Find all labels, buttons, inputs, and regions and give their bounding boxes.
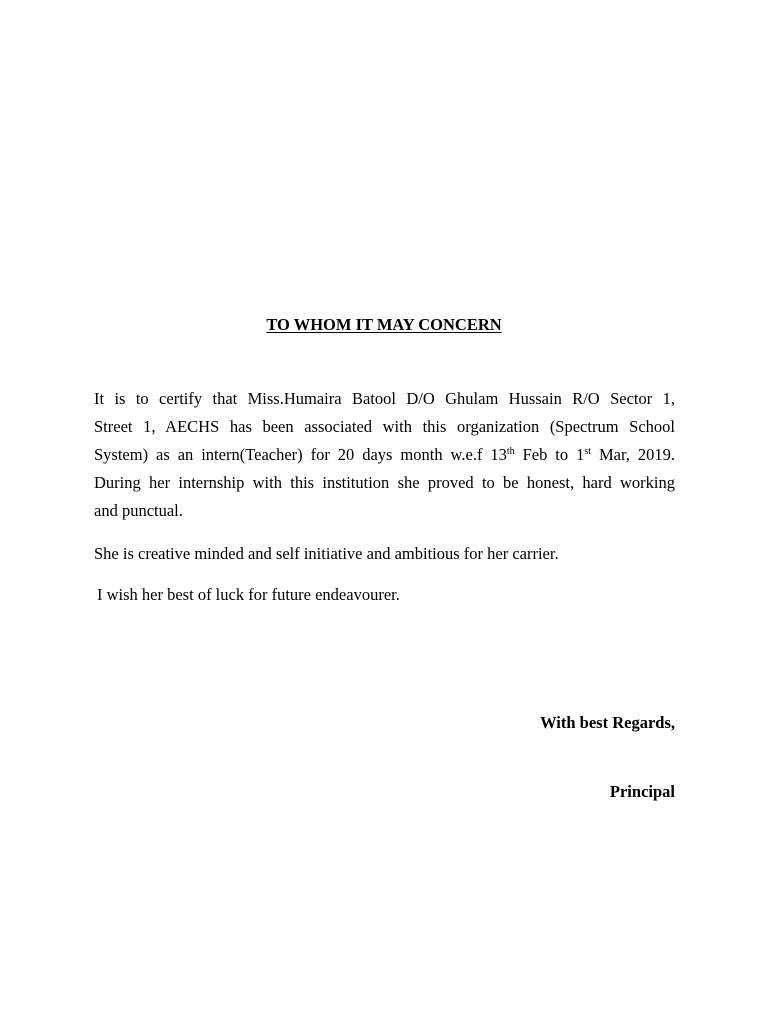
superscript-th: th (506, 446, 515, 457)
closing-regards: With best Regards, (540, 713, 675, 732)
character-paragraph: She is creative minded and self initiative and ambitious for her carrier. (94, 544, 559, 563)
signatory-title: Principal (609, 782, 675, 801)
paragraph-line: During her internship with this institution she proved to be honest, hard working (94, 473, 675, 492)
dates-text-b: Feb to 1 (514, 445, 585, 464)
paragraph-line: Street 1, AECHS has been associated with this organization (Spectrum School (94, 417, 675, 436)
dates-text-a: System) as an intern(Teacher) for 20 days month w.e.f 13 (94, 445, 507, 464)
wishes-paragraph: I wish her best of luck for future endeavourer. (97, 585, 400, 604)
letter-title (0, 313, 768, 337)
dates-text-c: Mar, 2019. (591, 445, 675, 464)
paragraph-line: It is to certify that Miss.Humaira Batool D/O Ghulam Hussain R/O Sector 1, (94, 389, 675, 408)
letter-title-text: TO WHOM IT MAY CONCERN (266, 315, 502, 334)
certification-paragraph (94, 385, 675, 525)
paragraph-line: and punctual. (94, 501, 183, 520)
superscript-st: st (584, 446, 592, 457)
paragraph-line-dates (94, 441, 675, 469)
